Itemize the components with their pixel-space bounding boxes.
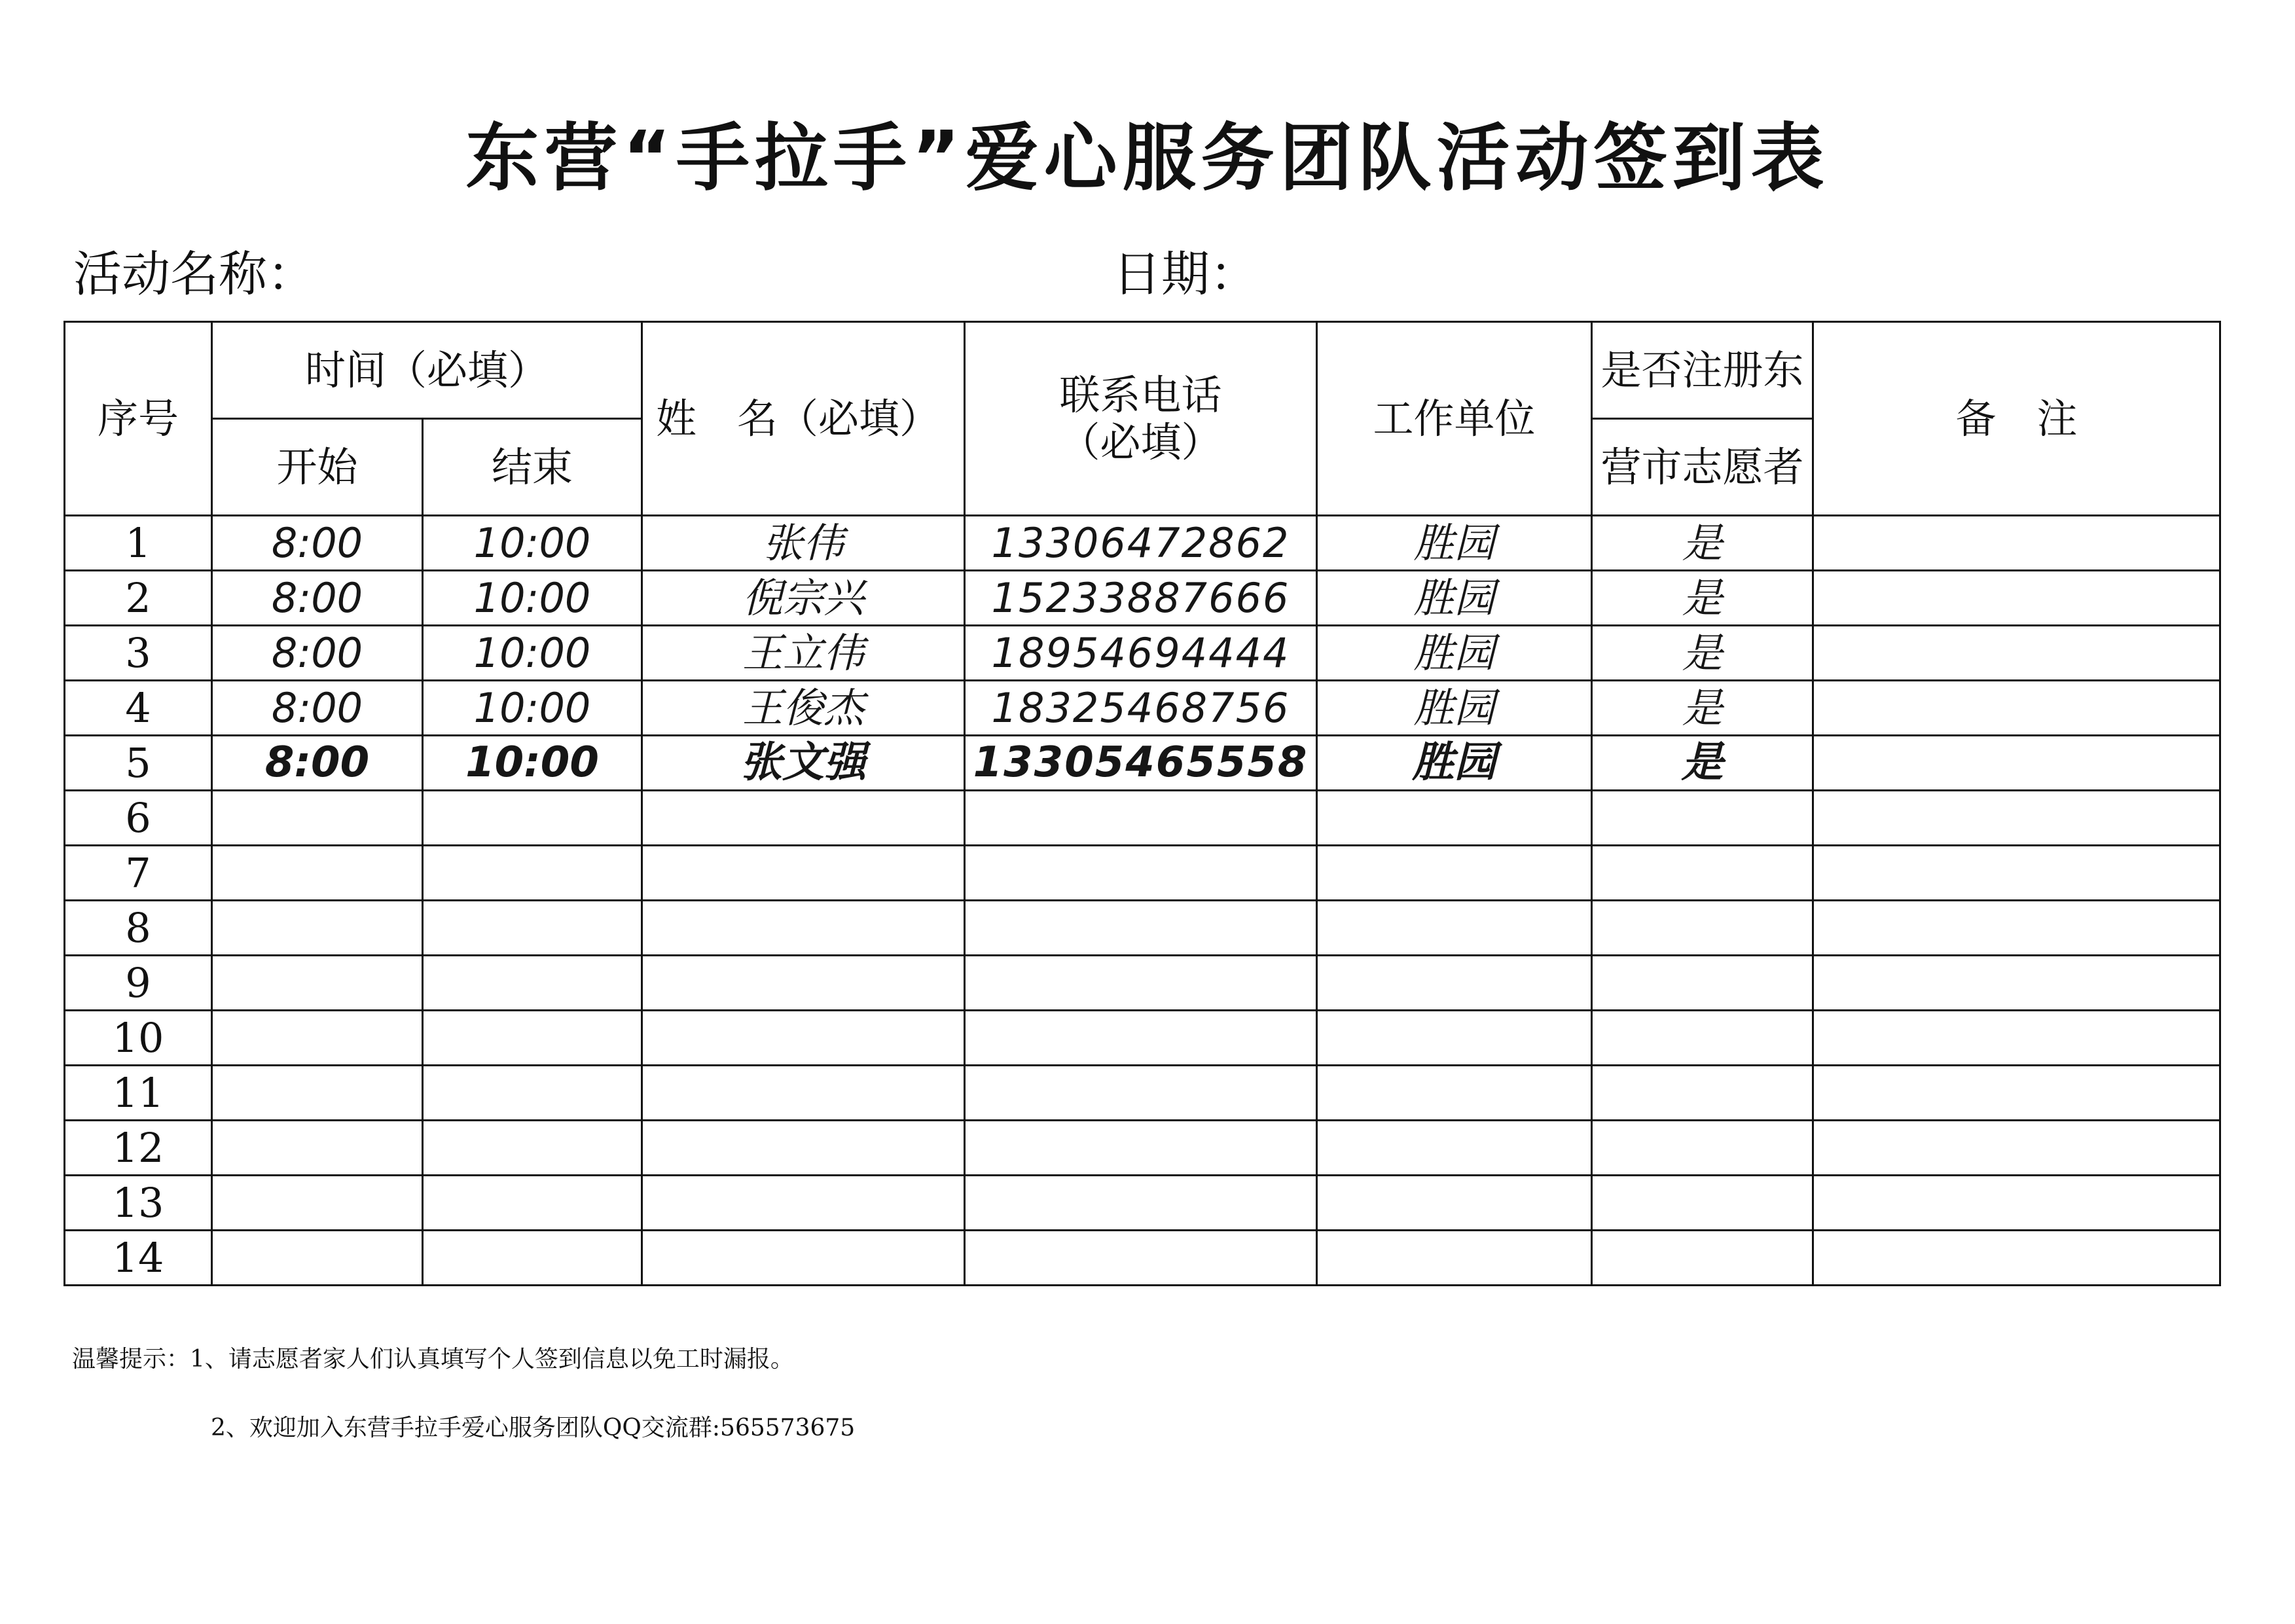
page-title: 东营“手拉手”爱心服务团队活动签到表 (465, 116, 1830, 201)
row-name (642, 901, 965, 956)
row-seq: 11 (65, 1066, 212, 1121)
row-remarks (1813, 516, 2220, 571)
table-row (65, 901, 2220, 956)
row-phone (965, 1231, 1317, 1286)
header-end: 结束 (423, 419, 642, 516)
row-registered (1592, 1066, 1813, 1121)
row-registered (1592, 846, 1813, 901)
row-end-time (423, 1066, 642, 1121)
row-start-time (212, 1176, 423, 1231)
header-start: 开始 (212, 419, 423, 516)
row-remarks (1813, 1011, 2220, 1066)
row-name (642, 1176, 965, 1231)
row-end-time (423, 1176, 642, 1231)
row-start-time (212, 1231, 423, 1286)
row-seq: 9 (65, 956, 212, 1011)
date-label: 日期： (1113, 246, 1258, 302)
row-seq: 7 (65, 846, 212, 901)
row-end-time (423, 1121, 642, 1176)
row-phone (965, 956, 1317, 1011)
table-row (65, 791, 2220, 846)
row-end-time: 10:00 (423, 571, 642, 626)
row-phone: 18325468756 (965, 681, 1317, 736)
row-phone: 18954694444 (965, 626, 1317, 681)
row-phone: 13305465558 (965, 736, 1317, 791)
row-seq: 4 (65, 681, 212, 736)
row-workplace: 胜园 (1317, 681, 1592, 736)
row-registered (1592, 1176, 1813, 1231)
header-workplace: 工作单位 (1317, 322, 1592, 516)
row-phone: 13306472862 (965, 516, 1317, 571)
row-remarks (1813, 791, 2220, 846)
table-row (65, 571, 2220, 626)
row-workplace: 胜园 (1317, 736, 1592, 791)
table-row (65, 626, 2220, 681)
table-row (65, 846, 2220, 901)
row-name: 倪宗兴 (642, 571, 965, 626)
row-remarks (1813, 1231, 2220, 1286)
row-seq: 6 (65, 791, 212, 846)
table-row (65, 516, 2220, 571)
row-phone (965, 1176, 1317, 1231)
row-start-time (212, 956, 423, 1011)
row-workplace (1317, 1176, 1592, 1231)
row-end-time: 10:00 (423, 681, 642, 736)
header-remarks: 备 注 (1813, 322, 2220, 516)
row-start-time (212, 846, 423, 901)
row-seq: 13 (65, 1176, 212, 1231)
row-registered: 是 (1592, 681, 1813, 736)
row-end-time (423, 1231, 642, 1286)
row-seq: 10 (65, 1011, 212, 1066)
row-name (642, 1011, 965, 1066)
header-name: 姓 名（必填） (642, 322, 965, 516)
row-registered (1592, 1121, 1813, 1176)
row-end-time: 10:00 (423, 516, 642, 571)
row-registered (1592, 901, 1813, 956)
row-seq: 3 (65, 626, 212, 681)
row-remarks (1813, 846, 2220, 901)
row-workplace (1317, 1121, 1592, 1176)
row-start-time: 8:00 (212, 516, 423, 571)
row-end-time (423, 901, 642, 956)
row-start-time (212, 901, 423, 956)
row-start-time (212, 1121, 423, 1176)
row-phone (965, 1121, 1317, 1176)
header-seq: 序号 (65, 322, 212, 516)
row-name (642, 1121, 965, 1176)
header-phone (965, 322, 1317, 516)
table-row (65, 681, 2220, 736)
table-row (65, 1121, 2220, 1176)
row-workplace (1317, 1066, 1592, 1121)
row-workplace: 胜园 (1317, 571, 1592, 626)
row-name (642, 956, 965, 1011)
row-end-time: 10:00 (423, 626, 642, 681)
row-registered: 是 (1592, 626, 1813, 681)
row-seq: 8 (65, 901, 212, 956)
row-remarks (1813, 681, 2220, 736)
row-end-time (423, 956, 642, 1011)
row-start-time: 8:00 (212, 681, 423, 736)
table-row (65, 736, 2220, 791)
row-registered: 是 (1592, 516, 1813, 571)
row-phone (965, 901, 1317, 956)
row-registered: 是 (1592, 736, 1813, 791)
row-start-time (212, 1011, 423, 1066)
row-workplace (1317, 846, 1592, 901)
row-seq: 5 (65, 736, 212, 791)
row-end-time (423, 791, 642, 846)
row-seq: 2 (65, 571, 212, 626)
row-remarks (1813, 736, 2220, 791)
row-remarks (1813, 901, 2220, 956)
header-phone-line2: （必填） (1059, 418, 1222, 466)
row-name: 张文强 (642, 736, 965, 791)
row-end-time (423, 846, 642, 901)
row-registered (1592, 1231, 1813, 1286)
row-registered: 是 (1592, 571, 1813, 626)
tip-line-1: 温馨提示：1、请志愿者家人们认真填写个人签到信息以免工时漏报。 (72, 1346, 794, 1373)
row-name: 张伟 (642, 516, 965, 571)
row-workplace (1317, 1011, 1592, 1066)
table-row (65, 956, 2220, 1011)
row-start-time: 8:00 (212, 571, 423, 626)
row-workplace: 胜园 (1317, 516, 1592, 571)
table-row (65, 1066, 2220, 1121)
row-name: 王俊杰 (642, 681, 965, 736)
row-end-time (423, 1011, 642, 1066)
row-workplace: 胜园 (1317, 626, 1592, 681)
row-remarks (1813, 1176, 2220, 1231)
row-remarks (1813, 1066, 2220, 1121)
sign-in-table (63, 321, 2221, 1286)
row-start-time: 8:00 (212, 736, 423, 791)
table-row (65, 1176, 2220, 1231)
row-seq: 12 (65, 1121, 212, 1176)
row-registered (1592, 1011, 1813, 1066)
row-name: 王立伟 (642, 626, 965, 681)
header-registered-line2: 营市志愿者 (1592, 419, 1813, 516)
row-phone: 15233887666 (965, 571, 1317, 626)
row-name (642, 791, 965, 846)
tip-line-2: 2、欢迎加入东营手拉手爱心服务团队QQ交流群:565573675 (211, 1415, 856, 1441)
row-workplace (1317, 1231, 1592, 1286)
row-remarks (1813, 956, 2220, 1011)
row-remarks (1813, 571, 2220, 626)
row-registered (1592, 956, 1813, 1011)
row-name (642, 846, 965, 901)
row-phone (965, 1011, 1317, 1066)
row-phone (965, 1066, 1317, 1121)
header-phone-line1: 联系电话 (1059, 371, 1222, 420)
row-phone (965, 846, 1317, 901)
row-remarks (1813, 626, 2220, 681)
row-phone (965, 791, 1317, 846)
row-workplace (1317, 956, 1592, 1011)
table-row (65, 1011, 2220, 1066)
row-workplace (1317, 901, 1592, 956)
row-name (642, 1231, 965, 1286)
row-start-time (212, 1066, 423, 1121)
row-seq: 1 (65, 516, 212, 571)
header-registered-line1: 是否注册东 (1592, 322, 1813, 419)
row-workplace (1317, 791, 1592, 846)
table-row (65, 1231, 2220, 1286)
row-name (642, 1066, 965, 1121)
activity-name-label: 活动名称： (73, 246, 316, 302)
row-start-time: 8:00 (212, 626, 423, 681)
header-time: 时间（必填） (212, 322, 642, 419)
row-seq: 14 (65, 1231, 212, 1286)
row-registered (1592, 791, 1813, 846)
row-start-time (212, 791, 423, 846)
row-remarks (1813, 1121, 2220, 1176)
row-end-time: 10:00 (423, 736, 642, 791)
